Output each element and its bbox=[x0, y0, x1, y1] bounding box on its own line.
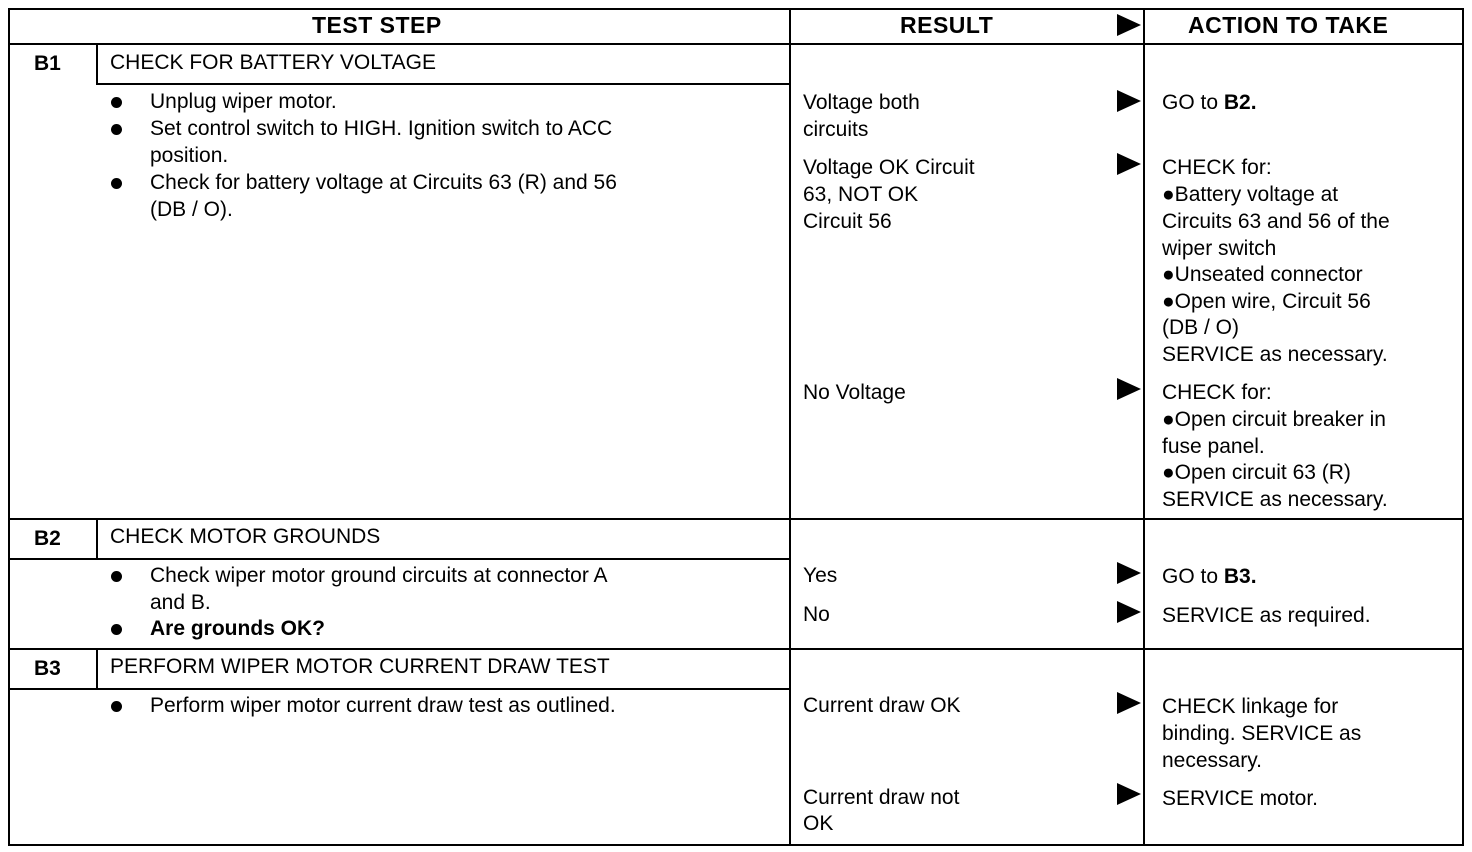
result-arrow-icon bbox=[1117, 692, 1141, 714]
result-arrow-icon bbox=[1117, 90, 1141, 112]
action-line: ●Open circuit 63 (R) bbox=[1162, 461, 1351, 484]
instruction-line: Check wiper motor ground circuits at connector A bbox=[150, 564, 608, 587]
result-line: No Voltage bbox=[803, 381, 906, 404]
result-arrow-icon bbox=[1117, 783, 1141, 805]
column-divider-action bbox=[1143, 8, 1145, 846]
bullet-icon bbox=[111, 97, 122, 108]
instruction-line: Are grounds OK? bbox=[150, 617, 326, 640]
step-title: CHECK FOR BATTERY VOLTAGE bbox=[110, 51, 436, 74]
result-line: Yes bbox=[803, 564, 838, 587]
action-line: GO to B3. bbox=[1162, 565, 1257, 588]
step-divider-b3 bbox=[8, 648, 1464, 650]
id-divider-b1 bbox=[96, 43, 98, 83]
bullet-icon bbox=[111, 624, 122, 635]
action-line: GO to B2. bbox=[1162, 91, 1257, 114]
action-line: ●Open circuit breaker in bbox=[1162, 408, 1386, 431]
result-line: 63, NOT OK bbox=[803, 183, 919, 206]
instruction-line: Check for battery voltage at Circuits 63 (R) and 56 bbox=[150, 171, 617, 194]
action-line: (DB / O) bbox=[1162, 316, 1239, 339]
title-underline-b3 bbox=[8, 688, 789, 690]
action-line: ●Open wire, Circuit 56 bbox=[1162, 290, 1371, 313]
result-line: Voltage both bbox=[803, 91, 920, 114]
action-line: SERVICE as necessary. bbox=[1162, 488, 1388, 511]
result-line: Current draw not bbox=[803, 786, 960, 809]
title-underline-b2 bbox=[8, 558, 789, 560]
result-line: Voltage OK Circuit bbox=[803, 156, 975, 179]
action-line: ●Battery voltage at bbox=[1162, 183, 1339, 206]
instruction-line: Set control switch to HIGH. Ignition switch to ACC bbox=[150, 117, 613, 140]
header-divider bbox=[8, 43, 1464, 45]
action-line: fuse panel. bbox=[1162, 435, 1265, 458]
action-line: ●Unseated connector bbox=[1162, 263, 1363, 286]
action-line: necessary. bbox=[1162, 749, 1262, 772]
action-line: SERVICE motor. bbox=[1162, 787, 1319, 810]
header-result: RESULT bbox=[900, 12, 994, 38]
result-arrow-icon bbox=[1117, 153, 1141, 175]
result-arrow-icon bbox=[1117, 562, 1141, 584]
action-line: CHECK for: bbox=[1162, 381, 1272, 404]
result-line: No bbox=[803, 603, 830, 626]
action-line: SERVICE as necessary. bbox=[1162, 343, 1388, 366]
result-arrow-icon bbox=[1117, 378, 1141, 400]
action-line: CHECK for: bbox=[1162, 156, 1272, 179]
step-id: B3 bbox=[34, 657, 61, 680]
result-line: Circuit 56 bbox=[803, 210, 892, 233]
instruction-line: (DB / O). bbox=[150, 198, 233, 221]
header-action: ACTION TO TAKE bbox=[1188, 12, 1389, 38]
action-line: Circuits 63 and 56 of the bbox=[1162, 210, 1390, 233]
instruction-line: Perform wiper motor current draw test as outlined. bbox=[150, 694, 616, 717]
bullet-icon bbox=[111, 701, 122, 712]
step-title: CHECK MOTOR GROUNDS bbox=[110, 525, 381, 548]
action-line: binding. SERVICE as bbox=[1162, 722, 1362, 745]
result-line: Current draw OK bbox=[803, 694, 961, 717]
bullet-icon bbox=[111, 178, 122, 189]
result-line: OK bbox=[803, 812, 834, 835]
header-arrow-icon bbox=[1117, 14, 1141, 36]
instruction-line: and B. bbox=[150, 591, 211, 614]
result-line: circuits bbox=[803, 118, 869, 141]
step-id: B2 bbox=[34, 527, 61, 550]
title-underline-b1 bbox=[96, 83, 789, 85]
bullet-icon bbox=[111, 124, 122, 135]
result-arrow-icon bbox=[1117, 601, 1141, 623]
step-divider-b2 bbox=[8, 518, 1464, 520]
instruction-line: position. bbox=[150, 144, 229, 167]
step-id: B1 bbox=[34, 52, 61, 75]
step-title: PERFORM WIPER MOTOR CURRENT DRAW TEST bbox=[110, 655, 610, 678]
action-line: CHECK linkage for bbox=[1162, 695, 1339, 718]
header-test-step: TEST STEP bbox=[312, 12, 442, 38]
id-divider-b2 bbox=[96, 518, 98, 558]
bullet-icon bbox=[111, 571, 122, 582]
instruction-line: Unplug wiper motor. bbox=[150, 90, 337, 113]
column-divider-result bbox=[789, 8, 791, 846]
action-line: SERVICE as required. bbox=[1162, 604, 1371, 627]
id-divider-b3 bbox=[96, 648, 98, 688]
action-line: wiper switch bbox=[1162, 237, 1277, 260]
